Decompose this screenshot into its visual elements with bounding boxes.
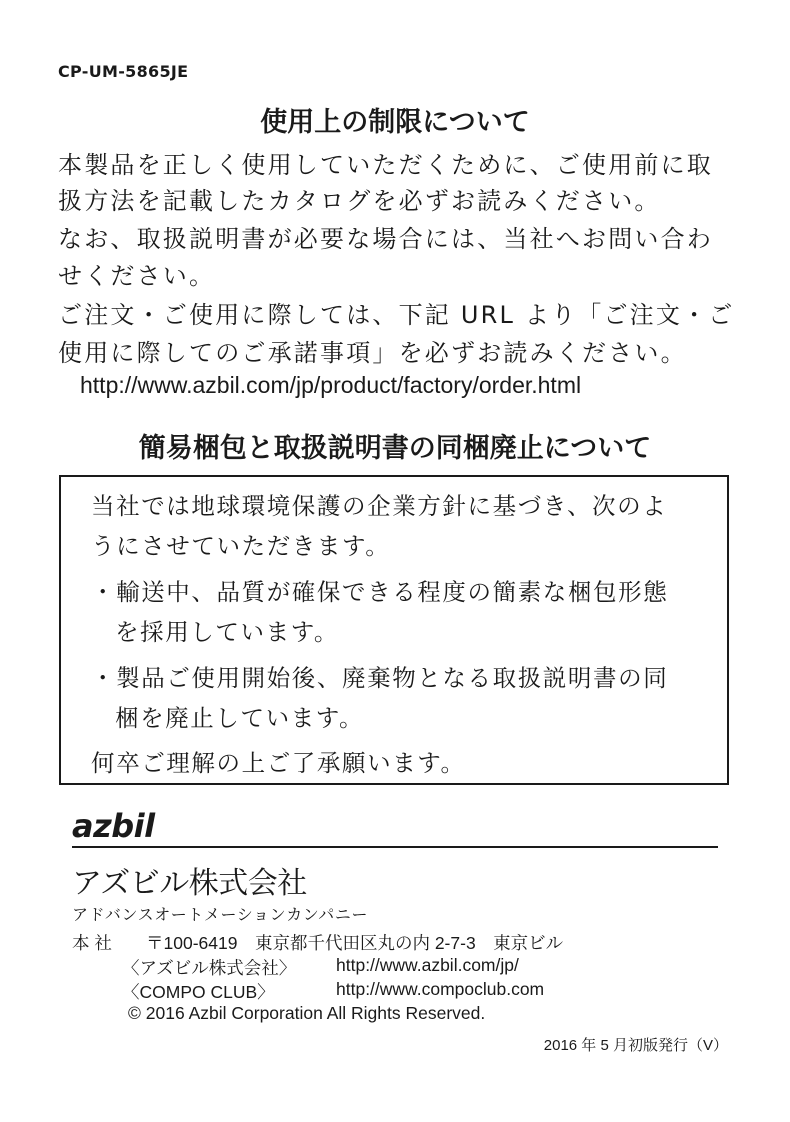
hq-address: 〒100-6419 東京都千代田区丸の内 2-7-3 東京ビル bbox=[146, 933, 564, 953]
section1-title: 使用上の制限について bbox=[260, 107, 530, 138]
azbil-site-label: 〈アズビル株式会社〉 bbox=[122, 958, 297, 978]
notice-bullet-packaging-cont: を採用しています。 bbox=[115, 618, 340, 646]
compo-club-label: 〈COMPO CLUB〉 bbox=[122, 982, 275, 1002]
notice-intro-line: 当社では地球環境保護の企業方針に基づき、次のよ bbox=[91, 492, 668, 520]
azbil-logo: azbil bbox=[72, 807, 155, 845]
notice-box bbox=[59, 475, 729, 785]
compo-club-url[interactable]: http://www.compoclub.com bbox=[336, 979, 545, 999]
company-name: アズビル株式会社 bbox=[72, 866, 307, 901]
azbil-site-url[interactable]: http://www.azbil.com/jp/ bbox=[336, 955, 519, 975]
edition-note: 2016 年 5 月初版発行（V） bbox=[543, 1037, 728, 1054]
section1-line: 使用に際してのご承諾事項」を必ずお読みください。 bbox=[58, 339, 687, 367]
notice-bullet-manual-cont: 梱を廃止しています。 bbox=[115, 704, 365, 732]
notice-bullet-manual: ・製品ご使用開始後、廃棄物となる取扱説明書の同 bbox=[91, 664, 669, 692]
hq-label: 本 社 bbox=[72, 933, 112, 953]
section1-line: なお、取扱説明書が必要な場合には、当社へお問い合わ bbox=[58, 225, 713, 253]
document-code: CP-UM-5865JE bbox=[58, 62, 189, 81]
notice-intro-line: うにさせていただきます。 bbox=[91, 532, 391, 560]
section2-title: 簡易梱包と取扱説明書の同梱廃止について bbox=[138, 433, 652, 464]
notice-closing: 何卒ご理解の上ご了承願います。 bbox=[91, 749, 466, 777]
company-division: アドバンスオートメーションカンパニー bbox=[72, 905, 369, 924]
notice-bullet-packaging: ・輸送中、品質が確保できる程度の簡素な梱包形態 bbox=[91, 578, 669, 606]
section1-line: 扱方法を記載したカタログを必ずお読みください。 bbox=[58, 187, 661, 215]
section1-line: 本製品を正しく使用していただくために、ご使用前に取 bbox=[58, 151, 713, 179]
copyright: © 2016 Azbil Corporation All Rights Reserved. bbox=[128, 1003, 486, 1023]
logo-divider bbox=[72, 846, 718, 848]
section1-line: せください。 bbox=[58, 262, 216, 290]
order-terms-url[interactable]: http://www.azbil.com/jp/product/factory/order.html bbox=[80, 372, 582, 398]
section1-line: ご注文・ご使用に際しては、下記 URL より「ご注文・ご bbox=[58, 301, 735, 329]
